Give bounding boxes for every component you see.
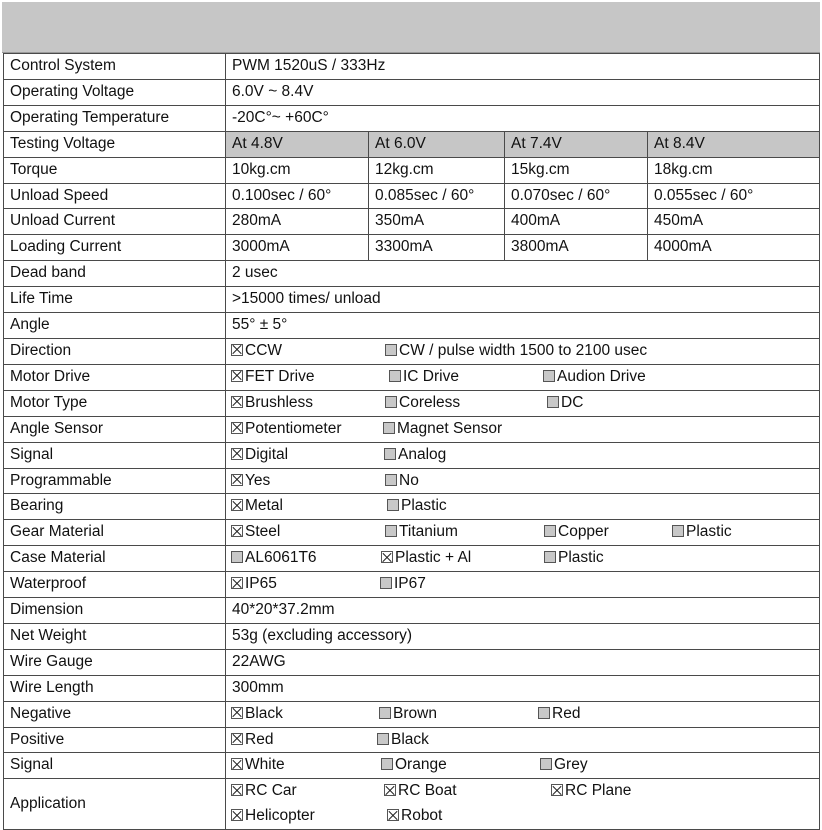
option-label: IP67	[394, 575, 426, 593]
spec-options	[226, 753, 820, 779]
checked-box-icon[interactable]	[231, 758, 243, 770]
option-label: RC Car	[245, 782, 297, 800]
option-label: Orange	[395, 756, 447, 774]
checked-box-icon[interactable]	[231, 344, 243, 356]
option-al6061t6[interactable]	[231, 546, 317, 571]
spec-row-dead-band	[4, 261, 820, 287]
option-white[interactable]	[231, 753, 285, 778]
option-titanium[interactable]	[385, 520, 458, 545]
option-metal[interactable]	[231, 494, 283, 519]
unchecked-box-icon[interactable]	[538, 707, 550, 719]
spec-col-value: 400mA	[505, 209, 648, 235]
spec-col-value: 3800mA	[505, 235, 648, 261]
spec-col-value: 10kg.cm	[226, 157, 369, 183]
spec-label: Wire Gauge	[4, 649, 226, 675]
title-bar	[2, 2, 820, 53]
option-audion-drive[interactable]	[543, 365, 646, 390]
option-label: Plastic	[558, 549, 604, 567]
unchecked-box-icon[interactable]	[544, 525, 556, 537]
spec-options	[226, 779, 820, 830]
option-ccw[interactable]	[231, 339, 282, 364]
option-label: No	[399, 471, 419, 489]
option-orange[interactable]	[381, 753, 447, 778]
spec-label: Case Material	[4, 546, 226, 572]
spec-label: Motor Type	[4, 390, 226, 416]
unchecked-box-icon[interactable]	[389, 370, 401, 382]
option-label: Red	[552, 704, 581, 722]
spec-options	[226, 442, 820, 468]
checked-box-icon[interactable]	[381, 551, 393, 563]
spec-row-waterproof	[4, 572, 820, 598]
option-label: Plastic + Al	[395, 549, 472, 567]
option-ip65[interactable]	[231, 572, 277, 597]
spec-options	[226, 727, 820, 753]
unchecked-box-icon[interactable]	[377, 733, 389, 745]
spec-label: Direction	[4, 338, 226, 364]
spec-col-value: 15kg.cm	[505, 157, 648, 183]
unchecked-box-icon[interactable]	[384, 448, 396, 460]
spec-label: Loading Current	[4, 235, 226, 261]
spec-options	[226, 468, 820, 494]
spec-row-wire-length	[4, 675, 820, 701]
spec-label: Unload Current	[4, 209, 226, 235]
spec-row-programmable	[4, 468, 820, 494]
option-ip67[interactable]	[380, 572, 426, 597]
option-magnet-sensor[interactable]	[383, 417, 502, 442]
unchecked-box-icon[interactable]	[383, 422, 395, 434]
spec-label: Angle	[4, 313, 226, 339]
unchecked-box-icon[interactable]	[379, 707, 391, 719]
option-rc-plane[interactable]	[551, 779, 631, 804]
spec-col-value: 280mA	[226, 209, 369, 235]
option-label: Grey	[554, 756, 588, 774]
spec-label: Motor Drive	[4, 364, 226, 390]
spec-row-unload-current	[4, 209, 820, 235]
unchecked-box-icon[interactable]	[540, 758, 552, 770]
spec-row-application	[4, 779, 820, 830]
option-label: Yes	[245, 471, 271, 489]
spec-col-value: At 7.4V	[505, 131, 648, 157]
spec-label: Unload Speed	[4, 183, 226, 209]
option-potentiometer[interactable]	[231, 417, 342, 442]
option-fet-drive[interactable]	[231, 365, 314, 390]
spec-value: 22AWG	[226, 649, 820, 675]
spec-row-operating-temperature	[4, 105, 820, 131]
option-label: Red	[245, 730, 274, 748]
spec-label: Wire Length	[4, 675, 226, 701]
spec-options	[226, 364, 820, 390]
option-label: Black	[245, 704, 283, 722]
spec-row-torque	[4, 157, 820, 183]
option-yes[interactable]	[231, 469, 270, 494]
option-label: Titanium	[399, 523, 458, 541]
spec-col-value: 12kg.cm	[369, 157, 505, 183]
unchecked-box-icon[interactable]	[385, 344, 397, 356]
option-label: IC Drive	[403, 367, 459, 385]
spec-row-gear-material	[4, 520, 820, 546]
option-plastic[interactable]	[544, 546, 604, 571]
checked-box-icon[interactable]	[231, 809, 243, 821]
spec-label: Positive	[4, 727, 226, 753]
spec-row-dimension	[4, 598, 820, 624]
spec-value: >15000 times/ unload	[226, 287, 820, 313]
checked-box-icon[interactable]	[231, 474, 243, 486]
option-label: Potentiometer	[245, 419, 342, 437]
spec-label: Testing Voltage	[4, 131, 226, 157]
spec-options	[226, 390, 820, 416]
option-grey[interactable]	[540, 753, 588, 778]
unchecked-box-icon[interactable]	[381, 758, 393, 770]
spec-row-direction	[4, 338, 820, 364]
spec-label: Gear Material	[4, 520, 226, 546]
checked-box-icon[interactable]	[231, 370, 243, 382]
spec-row-motor-drive	[4, 364, 820, 390]
spec-label: Operating Temperature	[4, 105, 226, 131]
spec-row-loading-current	[4, 235, 820, 261]
spec-col-value: At 4.8V	[226, 131, 369, 157]
spec-col-value: 0.100sec / 60°	[226, 183, 369, 209]
spec-row-angle	[4, 313, 820, 339]
checked-box-icon[interactable]	[231, 733, 243, 745]
spec-col-value: 3000mA	[226, 235, 369, 261]
option-label: IP65	[245, 575, 277, 593]
option-red[interactable]	[231, 728, 273, 753]
spec-value: -20C°~ +60C°	[226, 105, 820, 131]
spec-col-value: 450mA	[648, 209, 820, 235]
option-rc-boat[interactable]	[384, 779, 457, 804]
spec-col-value: 0.055sec / 60°	[648, 183, 820, 209]
spec-col-value: At 8.4V	[648, 131, 820, 157]
unchecked-box-icon[interactable]	[672, 525, 684, 537]
spec-row-signal	[4, 442, 820, 468]
spec-row-testing-voltage	[4, 131, 820, 157]
option-plastic[interactable]	[672, 520, 732, 545]
option-label: CW / pulse width 1500 to 2100 usec	[399, 341, 648, 359]
option-plastic-al[interactable]	[381, 546, 471, 571]
spec-col-value: 4000mA	[648, 235, 820, 261]
spec-value: 2 usec	[226, 261, 820, 287]
option-brushless[interactable]	[231, 391, 313, 416]
spec-row-wire-gauge	[4, 649, 820, 675]
spec-options	[226, 338, 820, 364]
option-red[interactable]	[538, 702, 580, 727]
spec-row-operating-voltage	[4, 79, 820, 105]
option-label: Coreless	[399, 393, 461, 411]
unchecked-box-icon[interactable]	[544, 551, 556, 563]
spec-label: Angle Sensor	[4, 416, 226, 442]
option-label: Helicopter	[245, 807, 315, 825]
spec-table	[3, 53, 820, 830]
spec-options	[226, 572, 820, 598]
option-label: Plastic	[686, 523, 732, 541]
unchecked-box-icon[interactable]	[547, 396, 559, 408]
unchecked-box-icon[interactable]	[387, 499, 399, 511]
spec-label: Signal	[4, 442, 226, 468]
spec-row-angle-sensor	[4, 416, 820, 442]
option-label: Analog	[398, 445, 447, 463]
spec-row-control-system	[4, 54, 820, 80]
checked-box-icon[interactable]	[231, 396, 243, 408]
option-label: Brown	[393, 704, 437, 722]
checked-box-icon[interactable]	[231, 525, 243, 537]
option-label: AL6061T6	[245, 549, 317, 567]
spec-options	[226, 701, 820, 727]
option-ic-drive[interactable]	[389, 365, 459, 390]
checked-box-icon[interactable]	[231, 707, 243, 719]
spec-label: Bearing	[4, 494, 226, 520]
option-helicopter[interactable]	[231, 804, 315, 829]
spec-label: Dead band	[4, 261, 226, 287]
unchecked-box-icon[interactable]	[231, 551, 243, 563]
checked-box-icon[interactable]	[231, 422, 243, 434]
option-label: Audion Drive	[557, 367, 646, 385]
option-no[interactable]	[385, 469, 419, 494]
option-label: Plastic	[401, 497, 447, 515]
unchecked-box-icon[interactable]	[543, 370, 555, 382]
option-digital[interactable]	[231, 443, 288, 468]
spec-options	[226, 494, 820, 520]
checked-box-icon[interactable]	[231, 499, 243, 511]
spec-value: PWM 1520uS / 333Hz	[226, 54, 820, 80]
spec-label: Negative	[4, 701, 226, 727]
spec-col-value: 0.070sec / 60°	[505, 183, 648, 209]
checked-box-icon[interactable]	[551, 784, 563, 796]
checked-box-icon[interactable]	[231, 448, 243, 460]
spec-value: 53g (excluding accessory)	[226, 623, 820, 649]
checked-box-icon[interactable]	[384, 784, 396, 796]
spec-label: Signal	[4, 753, 226, 779]
spec-col-value: 18kg.cm	[648, 157, 820, 183]
spec-label: Control System	[4, 54, 226, 80]
spec-options	[226, 416, 820, 442]
spec-label: Application	[4, 779, 226, 830]
option-brown[interactable]	[379, 702, 437, 727]
spec-col-value: 3300mA	[369, 235, 505, 261]
option-robot[interactable]	[387, 804, 442, 829]
option-label: DC	[561, 393, 584, 411]
spec-row-life-time	[4, 287, 820, 313]
checked-box-icon[interactable]	[231, 577, 243, 589]
spec-value: 6.0V ~ 8.4V	[226, 79, 820, 105]
option-label: Magnet Sensor	[397, 419, 503, 437]
option-analog[interactable]	[384, 443, 446, 468]
unchecked-box-icon[interactable]	[385, 396, 397, 408]
spec-value: 300mm	[226, 675, 820, 701]
option-label: Metal	[245, 497, 283, 515]
checked-box-icon[interactable]	[387, 809, 399, 821]
spec-row-unload-speed	[4, 183, 820, 209]
option-rc-car[interactable]	[231, 779, 297, 804]
spec-label: Dimension	[4, 598, 226, 624]
option-label: FET Drive	[245, 367, 315, 385]
option-label: Robot	[401, 807, 443, 825]
option-steel[interactable]	[231, 520, 280, 545]
spec-col-value: 0.085sec / 60°	[369, 183, 505, 209]
spec-row-negative	[4, 701, 820, 727]
spec-col-value: 350mA	[369, 209, 505, 235]
option-black[interactable]	[377, 728, 429, 753]
spec-label: Torque	[4, 157, 226, 183]
spec-row-motor-type	[4, 390, 820, 416]
option-cw-pulse-width-1500-to-2100-usec[interactable]	[385, 339, 647, 364]
option-plastic[interactable]	[387, 494, 447, 519]
spec-label: Waterproof	[4, 572, 226, 598]
spec-label: Operating Voltage	[4, 79, 226, 105]
option-label: RC Boat	[398, 782, 457, 800]
spec-row-signal	[4, 753, 820, 779]
spec-label: Net Weight	[4, 623, 226, 649]
option-label: White	[245, 756, 285, 774]
spec-label: Programmable	[4, 468, 226, 494]
spec-row-case-material	[4, 546, 820, 572]
spec-value: 40*20*37.2mm	[226, 598, 820, 624]
unchecked-box-icon[interactable]	[385, 474, 397, 486]
option-dc[interactable]	[547, 391, 583, 416]
spec-options	[226, 520, 820, 546]
unchecked-box-icon[interactable]	[380, 577, 392, 589]
spec-options	[226, 546, 820, 572]
option-label: Black	[391, 730, 429, 748]
spec-row-positive	[4, 727, 820, 753]
option-label: Brushless	[245, 393, 314, 411]
option-label: CCW	[245, 341, 283, 359]
checked-box-icon[interactable]	[231, 784, 243, 796]
option-coreless[interactable]	[385, 391, 460, 416]
spec-value: 55° ± 5°	[226, 313, 820, 339]
spec-row-bearing	[4, 494, 820, 520]
option-label: Digital	[245, 445, 289, 463]
spec-label: Life Time	[4, 287, 226, 313]
option-label: RC Plane	[565, 782, 632, 800]
option-label: Copper	[558, 523, 609, 541]
unchecked-box-icon[interactable]	[385, 525, 397, 537]
option-label: Steel	[245, 523, 281, 541]
spec-col-value: At 6.0V	[369, 131, 505, 157]
option-copper[interactable]	[544, 520, 609, 545]
option-black[interactable]	[231, 702, 283, 727]
spec-row-net-weight	[4, 623, 820, 649]
